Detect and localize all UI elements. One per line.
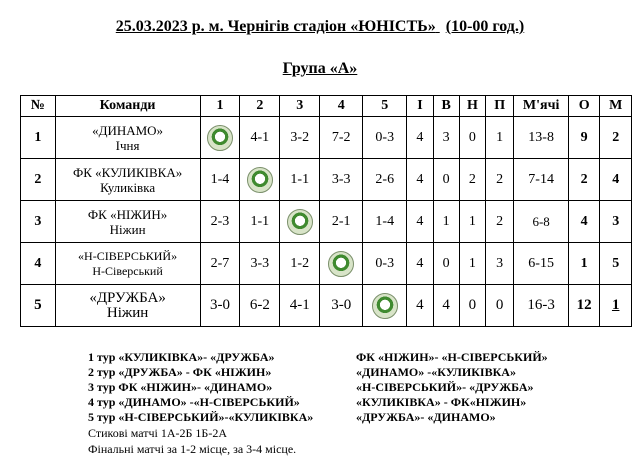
schedule-right: «КУЛИКІВКА» - ФК«НІЖИН» — [356, 395, 527, 409]
result-cell: 2-7 — [200, 243, 240, 285]
row-number: 4 — [21, 243, 56, 285]
schedule-row — [0, 365, 640, 380]
wins-cell: 0 — [433, 243, 459, 285]
result-cell: 4-1 — [240, 117, 280, 159]
result-cell: 2-3 — [200, 201, 240, 243]
playoff-note: Стикові матчі 1А-2Б 1Б-2А — [88, 426, 227, 440]
result-cell: 3-3 — [320, 159, 363, 201]
points-cell: 1 — [568, 243, 599, 285]
place-cell — [600, 285, 632, 327]
row-number: 5 — [21, 285, 56, 327]
league-emblem-icon — [207, 125, 233, 151]
points-cell: 9 — [568, 117, 599, 159]
goals-cell: 6-8 — [514, 201, 569, 243]
points-cell: 2 — [568, 159, 599, 201]
schedule-row — [0, 410, 640, 425]
goals-cell: 13-8 — [514, 117, 569, 159]
wins-cell: 0 — [433, 159, 459, 201]
losses-cell: 1 — [486, 117, 514, 159]
col-3: 3 — [280, 96, 320, 117]
result-cell: 1-4 — [363, 201, 407, 243]
self-cell — [240, 159, 280, 201]
points-cell: 12 — [568, 285, 599, 327]
col-teams: Команди — [55, 96, 200, 117]
date-place: 25.03.2023 р. м. Чернігів стадіон «ЮНІСТЬ» — [115, 18, 436, 35]
team-cell — [55, 117, 200, 159]
games-cell: 4 — [407, 243, 433, 285]
team-city: Куликівка — [100, 179, 156, 195]
result-cell: 6-2 — [240, 285, 280, 327]
result-cell: 1-1 — [240, 201, 280, 243]
col-no: № — [21, 96, 56, 117]
row-number: 2 — [21, 159, 56, 201]
losses-cell: 3 — [486, 243, 514, 285]
schedule-left: 5 тур «Н-СІВЕРСЬКИЙ»-«КУЛИКІВКА» — [88, 410, 314, 424]
result-cell: 3-0 — [320, 285, 363, 327]
wins-cell: 1 — [433, 201, 459, 243]
table-row — [21, 201, 632, 243]
result-cell: 2-6 — [363, 159, 407, 201]
place-value: 1 — [611, 297, 620, 313]
col-5: 5 — [363, 96, 407, 117]
league-emblem-icon — [372, 293, 398, 319]
schedule-row — [0, 380, 640, 395]
result-cell: 0-3 — [363, 117, 407, 159]
games-cell: 4 — [407, 159, 433, 201]
losses-cell: 0 — [486, 285, 514, 327]
col-2: 2 — [240, 96, 280, 117]
table-row — [21, 117, 632, 159]
self-cell — [200, 117, 240, 159]
result-cell: 1-4 — [200, 159, 240, 201]
self-cell — [363, 285, 407, 327]
team-name: «ДИНАМО» — [92, 122, 164, 138]
schedule-left: 4 тур «ДИНАМО» -«Н-СІВЕРСЬКИЙ» — [88, 395, 300, 409]
header-row — [21, 96, 632, 117]
final-note: Фінальні матчі за 1-2 місце, за 3-4 місце. — [88, 442, 297, 456]
schedule-row — [0, 395, 640, 410]
team-name: «Н-СІВЕРСЬКИЙ» — [78, 248, 178, 263]
row-number: 1 — [21, 117, 56, 159]
schedule-right: «Н-СІВЕРСЬКИЙ»- «ДРУЖБА» — [356, 380, 534, 394]
losses-cell: 2 — [486, 201, 514, 243]
page-header — [0, 18, 640, 36]
result-cell: 1-2 — [280, 243, 320, 285]
games-cell: 4 — [407, 117, 433, 159]
league-emblem-icon — [247, 167, 273, 193]
result-cell: 0-3 — [363, 243, 407, 285]
result-cell: 7-2 — [320, 117, 363, 159]
goals-cell: 6-15 — [514, 243, 569, 285]
schedule-right: ФК «НІЖИН»- «Н-СІВЕРСЬКИЙ» — [356, 350, 548, 364]
team-cell — [55, 285, 200, 327]
result-cell: 2-1 — [320, 201, 363, 243]
schedule-left: 2 тур «ДРУЖБА» - ФК «НІЖИН» — [88, 365, 272, 379]
place-cell: 4 — [600, 159, 632, 201]
col-place: М — [600, 96, 632, 117]
goals-cell: 16-3 — [514, 285, 569, 327]
draws-cell: 1 — [459, 201, 485, 243]
team-name: ФК «НІЖИН» — [87, 206, 168, 222]
league-emblem-icon — [287, 209, 313, 235]
result-cell: 3-2 — [280, 117, 320, 159]
schedule-right: «ДРУЖБА»- «ДИНАМО» — [356, 410, 496, 424]
col-1: 1 — [200, 96, 240, 117]
self-cell — [280, 201, 320, 243]
self-cell — [320, 243, 363, 285]
team-city: Ніжин — [106, 304, 149, 321]
wins-cell: 4 — [433, 285, 459, 327]
draws-cell: 0 — [459, 285, 485, 327]
points-cell: 4 — [568, 201, 599, 243]
schedule-left: 3 тур ФК «НІЖИН»- «ДИНАМО» — [88, 380, 273, 394]
team-cell — [55, 159, 200, 201]
place-cell: 2 — [600, 117, 632, 159]
table-row — [21, 285, 632, 327]
draws-cell: 1 — [459, 243, 485, 285]
wins-cell: 3 — [433, 117, 459, 159]
team-city: Ніжин — [109, 221, 146, 237]
team-cell — [55, 243, 200, 285]
team-city: Ічня — [115, 137, 140, 153]
games-cell: 4 — [407, 201, 433, 243]
col-points: О — [568, 96, 599, 117]
team-name: ФК «КУЛИКІВКА» — [72, 164, 183, 180]
schedule-row — [0, 350, 640, 365]
team-name: «ДРУЖБА» — [89, 289, 166, 306]
schedule-left: 1 тур «КУЛИКІВКА»- «ДРУЖБА» — [88, 350, 275, 364]
result-cell: 3-0 — [200, 285, 240, 327]
start-time: (10-00 год.) — [445, 18, 525, 35]
col-wins: В — [433, 96, 459, 117]
place-cell: 3 — [600, 201, 632, 243]
league-emblem-icon — [328, 251, 354, 277]
col-games: І — [407, 96, 433, 117]
team-cell — [55, 201, 200, 243]
col-4: 4 — [320, 96, 363, 117]
row-number: 3 — [21, 201, 56, 243]
table-row — [21, 159, 632, 201]
standings-table — [20, 95, 632, 327]
draws-cell: 0 — [459, 117, 485, 159]
games-cell: 4 — [407, 285, 433, 327]
col-goals: М'ячі — [514, 96, 569, 117]
result-cell: 1-1 — [280, 159, 320, 201]
draws-cell: 2 — [459, 159, 485, 201]
goals-cell: 7-14 — [514, 159, 569, 201]
result-cell: 4-1 — [280, 285, 320, 327]
losses-cell: 2 — [486, 159, 514, 201]
team-city: Н-Сіверський — [92, 263, 163, 278]
result-cell: 3-3 — [240, 243, 280, 285]
schedule-right: «ДИНАМО» -«КУЛИКІВКА» — [356, 365, 516, 379]
group-title: Група «А» — [282, 60, 358, 77]
place-cell: 5 — [600, 243, 632, 285]
table-row — [21, 243, 632, 285]
col-draws: Н — [459, 96, 485, 117]
col-losses: П — [486, 96, 514, 117]
